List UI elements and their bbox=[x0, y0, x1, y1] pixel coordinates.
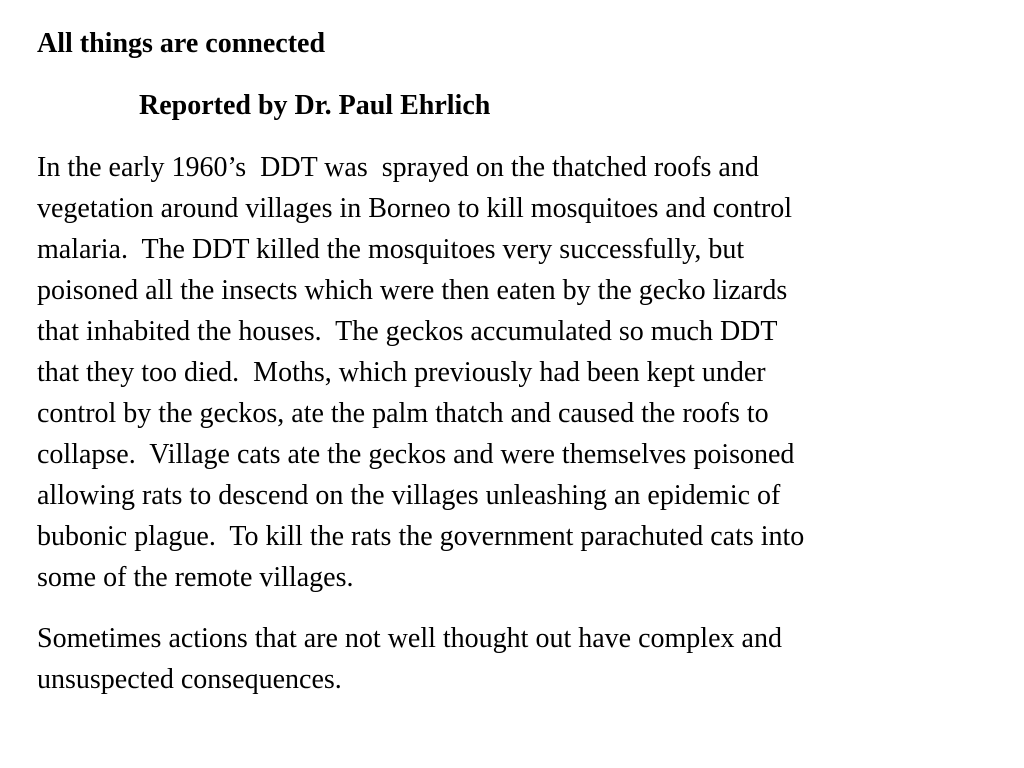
text-line: some of the remote villages. bbox=[37, 562, 354, 593]
text-line: allowing rats to descend on the villages unleashing an epidemic of bbox=[37, 480, 781, 511]
text-line: control by the geckos, ate the palm thatch and caused the roofs to bbox=[37, 398, 769, 429]
text-line: vegetation around villages in Borneo to kill mosquitoes and control bbox=[37, 193, 793, 224]
text-line: bubonic plague. To kill the rats the government parachuted cats into bbox=[37, 521, 805, 552]
text-line: malaria. The DDT killed the mosquitoes very successfully, but bbox=[37, 234, 745, 265]
byline: Reported by Dr. Paul Ehrlich bbox=[139, 90, 491, 121]
conclusion-paragraph bbox=[37, 618, 782, 700]
text-line: In the early 1960’s DDT was sprayed on the thatched roofs and bbox=[37, 152, 759, 183]
text-line: that inhabited the houses. The geckos accumulated so much DDT bbox=[37, 316, 778, 347]
text-line: unsuspected consequences. bbox=[37, 664, 342, 695]
story-paragraph bbox=[37, 147, 804, 598]
text-line: that they too died. Moths, which previously had been kept under bbox=[37, 357, 766, 388]
page-title: All things are connected bbox=[37, 28, 326, 59]
text-line: Sometimes actions that are not well thought out have complex and bbox=[37, 623, 782, 654]
text-line: collapse. Village cats ate the geckos and were themselves poisoned bbox=[37, 439, 795, 470]
text-line: poisoned all the insects which were then eaten by the gecko lizards bbox=[37, 275, 788, 306]
